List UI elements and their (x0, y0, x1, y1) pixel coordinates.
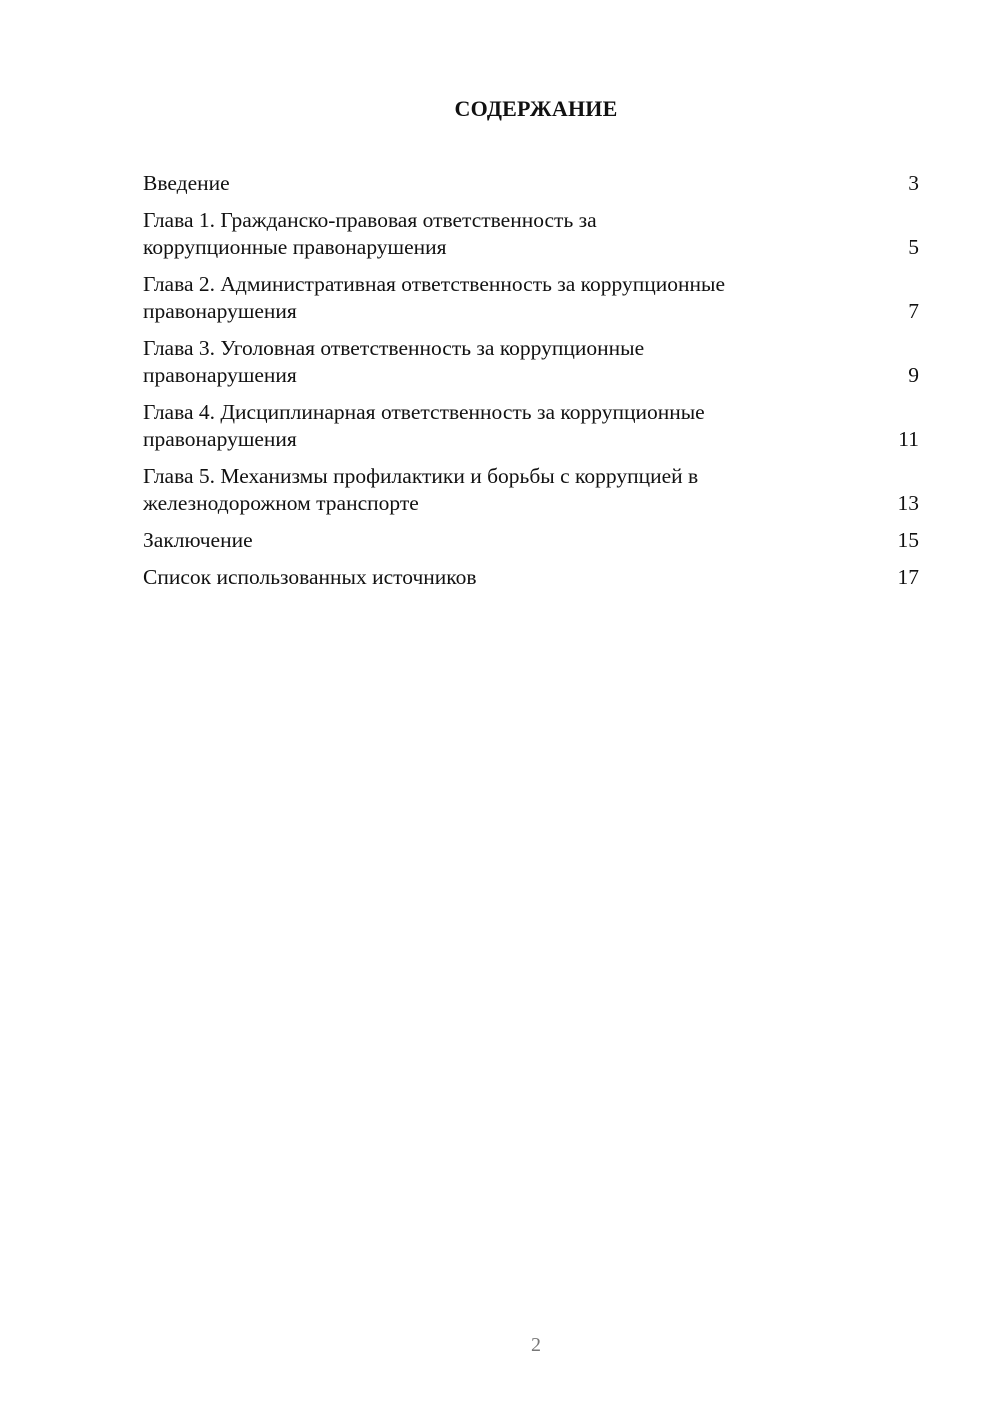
toc-entry-chapter-2 (143, 271, 919, 325)
toc-entry-page: 11 (898, 427, 919, 451)
toc-entry-chapter-3 (143, 335, 919, 389)
toc-entry-page: 9 (908, 363, 919, 387)
toc-entry-page: 17 (897, 565, 919, 589)
toc-entry-chapter-5 (143, 463, 919, 517)
toc-entry-label: Глава 2. Административная ответственность за коррупционные правонарушения (143, 272, 726, 323)
page-number: 2 (531, 1334, 541, 1356)
toc-entry-label: Глава 3. Уголовная ответственность за коррупционные правонарушения (143, 336, 645, 387)
toc-entry-conclusion (143, 527, 919, 554)
toc-entry-page: 3 (908, 171, 919, 195)
toc-entry-label: Глава 1. Гражданско-правовая ответственность за коррупционные правонарушения (143, 208, 597, 259)
toc-entry-label: Глава 5. Механизмы профилактики и борьбы с коррупцией в железнодорожном транспорте (143, 464, 699, 515)
toc-entry-chapter-4 (143, 399, 919, 453)
toc-entry-introduction (143, 170, 919, 197)
toc-entry-page: 13 (897, 491, 919, 515)
toc-entry-references (143, 564, 919, 591)
toc-entry-page: 15 (897, 528, 919, 552)
toc-entry-chapter-1 (143, 207, 919, 261)
toc-entry-label: Список использованных источников (143, 565, 477, 589)
page-title: СОДЕРЖАНИЕ (454, 96, 618, 121)
toc-entry-page: 7 (908, 299, 919, 323)
toc-entry-label: Заключение (143, 528, 253, 552)
toc-entry-label: Глава 4. Дисциплинарная ответственность за коррупционные правонарушения (143, 400, 705, 451)
toc-entry-label: Введение (143, 171, 230, 195)
table-of-contents (143, 170, 919, 601)
toc-entry-page: 5 (908, 235, 919, 259)
